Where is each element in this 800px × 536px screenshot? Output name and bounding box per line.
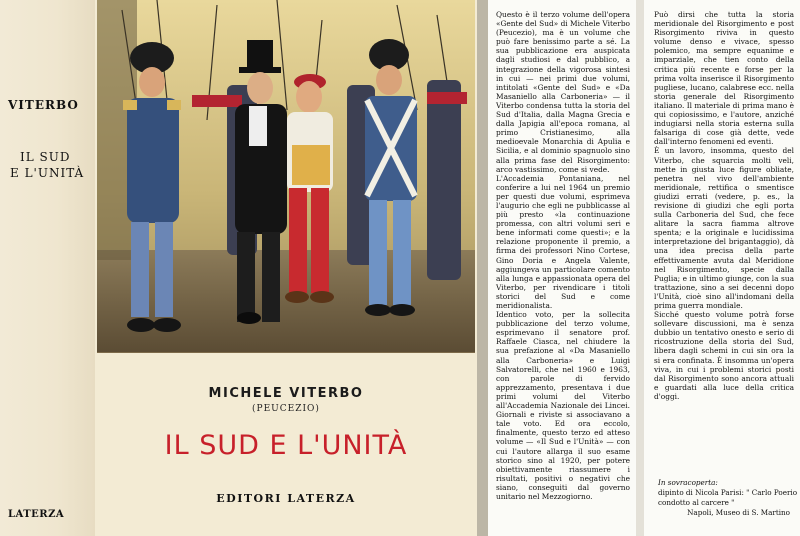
front-title: IL SUD E L'UNITÀ [164, 430, 408, 461]
cover-credit [658, 478, 798, 518]
cover-fold [477, 0, 488, 536]
right-flap-text [654, 10, 794, 401]
spine-publisher: LATERZA [8, 509, 65, 520]
flap-fold [636, 0, 644, 536]
cover-painting [97, 0, 475, 353]
front-pseudonym: (PEUCEZIO) [252, 404, 320, 414]
caption-text: dipinto di Nicola Parisi: " Carlo Poerio condotto al carcere " [658, 488, 798, 507]
caption-location: Napoli, Museo di S. Martino [687, 508, 790, 517]
front-publisher: EDITORI LATERZA [216, 492, 356, 505]
left-flap-paragraph: Identico voto, per la sollecita pubblicazione del terzo volume, esprimevano il senatore prof. Raffaele Ciasca, nel chiudere la sua prefazione al «Da Masaniello alla Carboneria» e Luigi Salvatorelli, che nel 1960 e 1963, con parole di fervido apprezzamento, presentava i due primi volumi del Viterbo all'Accademia Nazionale dei Lincei. Giornali e riviste si associavano a tale voto. Ed ora eccolo, finalmente, questo terzo ed atteso volume — «Il Sud e l'Unità» — con cui l'autore allarga il suo esame storico sino al 1920, per potere obiettivamente riassumere i risultati, positivi o negativi che siano, conseguiti dal governo unitario nel Mezzogiorno. [496, 310, 630, 501]
front-cover [95, 0, 477, 536]
spine-title-line1: IL SUD [20, 150, 71, 164]
left-flap-text [496, 10, 630, 501]
left-flap-paragraph: Questo è il terzo volume dell'opera «Gente del Sud» di Michele Viterbo (Peucezio), ma è un volume che può fare benissimo parte a sé. La sua pubblicazione era auspicata dagli studiosi e dal pubblico, a integrazione della vigorosa sintesi in cui — nei primi due volumi, intitolati «Gente del Sud» e «Da Masaniello alla Carboneria» — il Viterbo condensa tutta la storia del Sud d'Italia, dalla Magna Grecia e dalla Japigia all'epoca romana, al primo Cristianesimo, alla medioevale Monarchia di Apulia e Sicilia, e al dominio spagnuolo sino alla prima fase del Risorgimento: arco vastissimo, come si vede. [496, 10, 630, 174]
right-flap-paragraph: Può dirsi che tutta la storia meridionale del Risorgimento e post Risorgimento riviva in questo volume denso e vivace, spesso polemico, ma sempre equanime e imparziale, che tien conto della critica più recente e forse per la prima volta inserisce il Risorgimento pugliese, lucano, calabrese ecc. nella storia generale del Risorgimento italiano. Il materiale di prima mano è qui copiosissimo, e l'autore, anziché indugiarsi nella storia esterna sulla falsariga di cose già dette, vede dall'interno fenomeni ed eventi. [654, 10, 794, 147]
caption-heading: In sovracoperta: [658, 478, 718, 487]
left-flap-paragraph: L'Accademia Pontaniana, nel conferire a lui nel 1964 un premio per questi due volumi, esprimeva l'augurio che egli ne pubblicasse al più presto «la continuazione promessa, con altri volumi seri e bene informati come questi»; e la relazione proponente il premio, a firma dei professori Nino Cortese, Gino Doria e Angela Valente, aggiungeva un particolare comento alla lunga e appassionata opera del Viterbo, per rivendicare i titoli storici del Sud e come meridionalista. [496, 173, 630, 310]
left-flap [488, 0, 636, 536]
front-author: MICHELE VITERBO [208, 386, 364, 401]
book-spine [0, 0, 96, 536]
right-flap-paragraph: È un lavoro, insomma, questo del Viterbo, che squarcia molti veli, mette in giusta luce figure obliate, penetra nel vivo dell'ambiente meridionale, rettifica o smentisce giudizi errati (vedere, p. es., la revisione di giudizi che egli porta sulla Carboneria del Sud, che fece alitare la sacra fiamma altrove spenta; e la originale e lucidissima interpretazione del brigantaggio), dà una idea precisa della parte effettivamente avuta dal Meridione nel Risorgimento, specie dalla Puglia; e in ultimo giunge, con la sua trattazione, sino a sei decenni dopo l'Unità, cioè sino all'indomani della prima guerra mondiale. [654, 146, 794, 310]
spine-title-line2: E L'UNITÀ [10, 166, 85, 180]
spine-author: VITERBO [8, 98, 79, 112]
right-flap [644, 0, 800, 536]
right-flap-paragraph: Sicché questo volume potrà forse sollevare discussioni, ma è senza dubbio un tentativo onesto e serio di ricostruzione della storia del Sud, libera dagli schemi in cui sin ora la si era confinata. È insomma un'opera viva, in cui i problemi storici posti dal Risorgimento sono ancora attuali e guardati alla luce della critica d'oggi. [654, 310, 794, 401]
